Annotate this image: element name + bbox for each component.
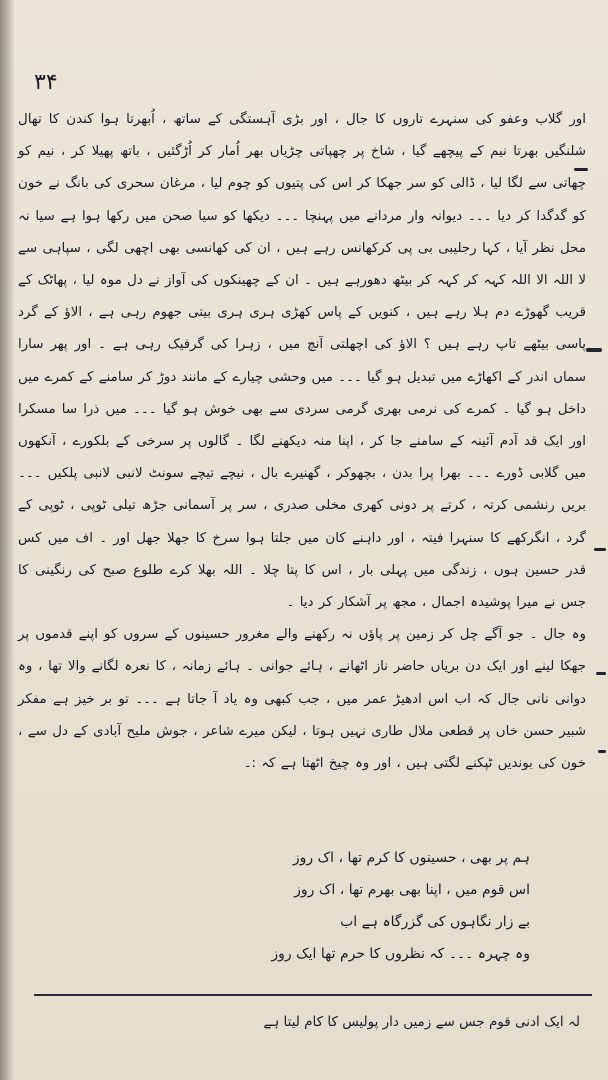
margin-mark <box>574 168 588 171</box>
body-text <box>18 104 586 780</box>
verse-line-3: بے زار نگاہوں کی گزرگاہ ہے اب <box>340 914 530 930</box>
footnote: لہ ایک ادنی قوم جس سے زمیں دار پولیس کا کام لیتا ہے <box>263 1014 580 1030</box>
page-number: ۳۴ <box>34 70 58 95</box>
footnote-divider <box>34 994 592 996</box>
paragraph-2: وہ جال ۔ جو آگے چل کر زمین پر پاؤں نہ رکھنے والے مغرور حسینوں کے سروں کو اپنے قدموں پر جھکا لینے اور ایک دن بریاں حاضر ناز اٹھانے ، ہائے جوانی ۔ ہائے زمانہ ، کا نعرہ لگانے والا تھا ، وہ دوانی نانی جال کہ اب اس ادھیڑ عمر میں ، جب کبھی وہ یاد آ جاتا ہے ۔۔۔ تو بر خیز ہے مفکر شبیر حسن خاں پر قطعی ملال طاری نہیں ہوتا ، لیکن میرے شاعر ، جوش ملیح آبادی کے دل سے ، خون کی بوندیں ٹپکنے لگتی ہیں ، اور وہ چیخ اٹھتا ہے کہ :۔ <box>18 627 586 772</box>
margin-mark <box>594 548 606 551</box>
verse-block <box>170 842 530 970</box>
verse-line-4: وہ چہرہ ۔۔۔ کہ نظروں کا حرم تھا ایک روز <box>271 946 530 962</box>
verse-line-2: اس قوم میں ، اپنا بھی بھرم تھا ، اک روز <box>294 882 530 898</box>
page-binding-shadow <box>0 0 14 1080</box>
margin-mark <box>586 348 602 352</box>
paragraph-1: اور گلاب وعفو کی سنہرے تاروں کا جال ، اور بڑی آہستگی کے ساتھ ، اُبھرتا ہوا کندن کا تھال شلنگیں بھرتا نیم کے پیچھے گیا ، شاخ پر چھپاتی چڑیاں بھر اُمار کر اُڑگئیں ، باتھ پھیلا کر ، نیم کو چھاتی سے لگا لیا ، ڈالی کو سر جھکا کر اس کی پتیوں کو چوم لیا ، مرغان سحری کی بانگ نے خون کو گدگدا کر دیا ۔۔۔ دیوانہ وار مردانے میں پہنچا ۔۔۔ دیکھا کو سیا صحن میں رکھا ہوا ہے سیا نہ محل نظر آیا ، کہا رجلیبی بی پی کرکھانس رہے ہیں ، ان کی کھانسی بھی اچھی لگی ، سپاہی سے لا اللہ الا اللہ کہہ کر کہہ کر بیٹھ دھورہے ہیں ۔ ان کے چھینکوں کی آواز نے دل موہ لیا ، پھاٹک کے قریب گھوڑے دم ہلا رہے ہیں ، کنویں کے پاس کھڑی ہری ہری بیتی جھوم رہی ہے ، الاؤ کے گرد پاسی بیٹھے تاپ رہے ہیں ؟ الاؤ کی اچھلتی آنچ میں ، زہرا کی گرفیک رہی ہے ۔ اور پھر سارا سماں اندر کے اکھاڑے میں تبدیل ہو گیا ۔۔۔ میں وحشی چیارے کے مانند دوڑ کر سامنے کے کمرے میں داخل ہو گیا ۔ کمرے کی نرمی بھری گرمی سردی سے بھی خوش ہو گیا ۔۔۔ میں ذرا سا مسکرا اور ایک قد آدم آئینہ کے سامنے جا کر ، اپنا منہ دیکھنے لگا ۔ گالوں پر سرخی کے بلکورے ، آنکھوں میں گلابی ڈورے ۔۔۔ بھرا پرا بدن ، بچھوکر ، گھنیرے بال ، نیچے تیچے سونٹ لانبی لانبی پلکیں ۔۔۔ بریں رنشمی کرتہ ، کرتے پر دونی کھری مخلی صدری ، سر پر آسمانی جڑھ تیلی ٹوپی ، ٹوپی کے گرد ، انگرکھے کا سنہرا فیتہ ، اور داہنے کان میں جلتا ہوا سرخ کا جھلا جھل اور ۔ اف میں کس قدر حسین ہوں ، زندگی میں پہلی بار ، اس کا پتا چلا ۔ اللہ بھلا کرے طلوع صبح کی رنگینی کا جس نے میرا پوشیدہ اجمال ، مجھ پر آشکار کر دیا ۔ <box>18 112 586 611</box>
margin-mark <box>598 750 606 753</box>
margin-mark <box>596 672 606 675</box>
verse-line-1: ہم پر بھی ، حسینوں کا کرم تھا ، اک روز <box>292 850 530 866</box>
